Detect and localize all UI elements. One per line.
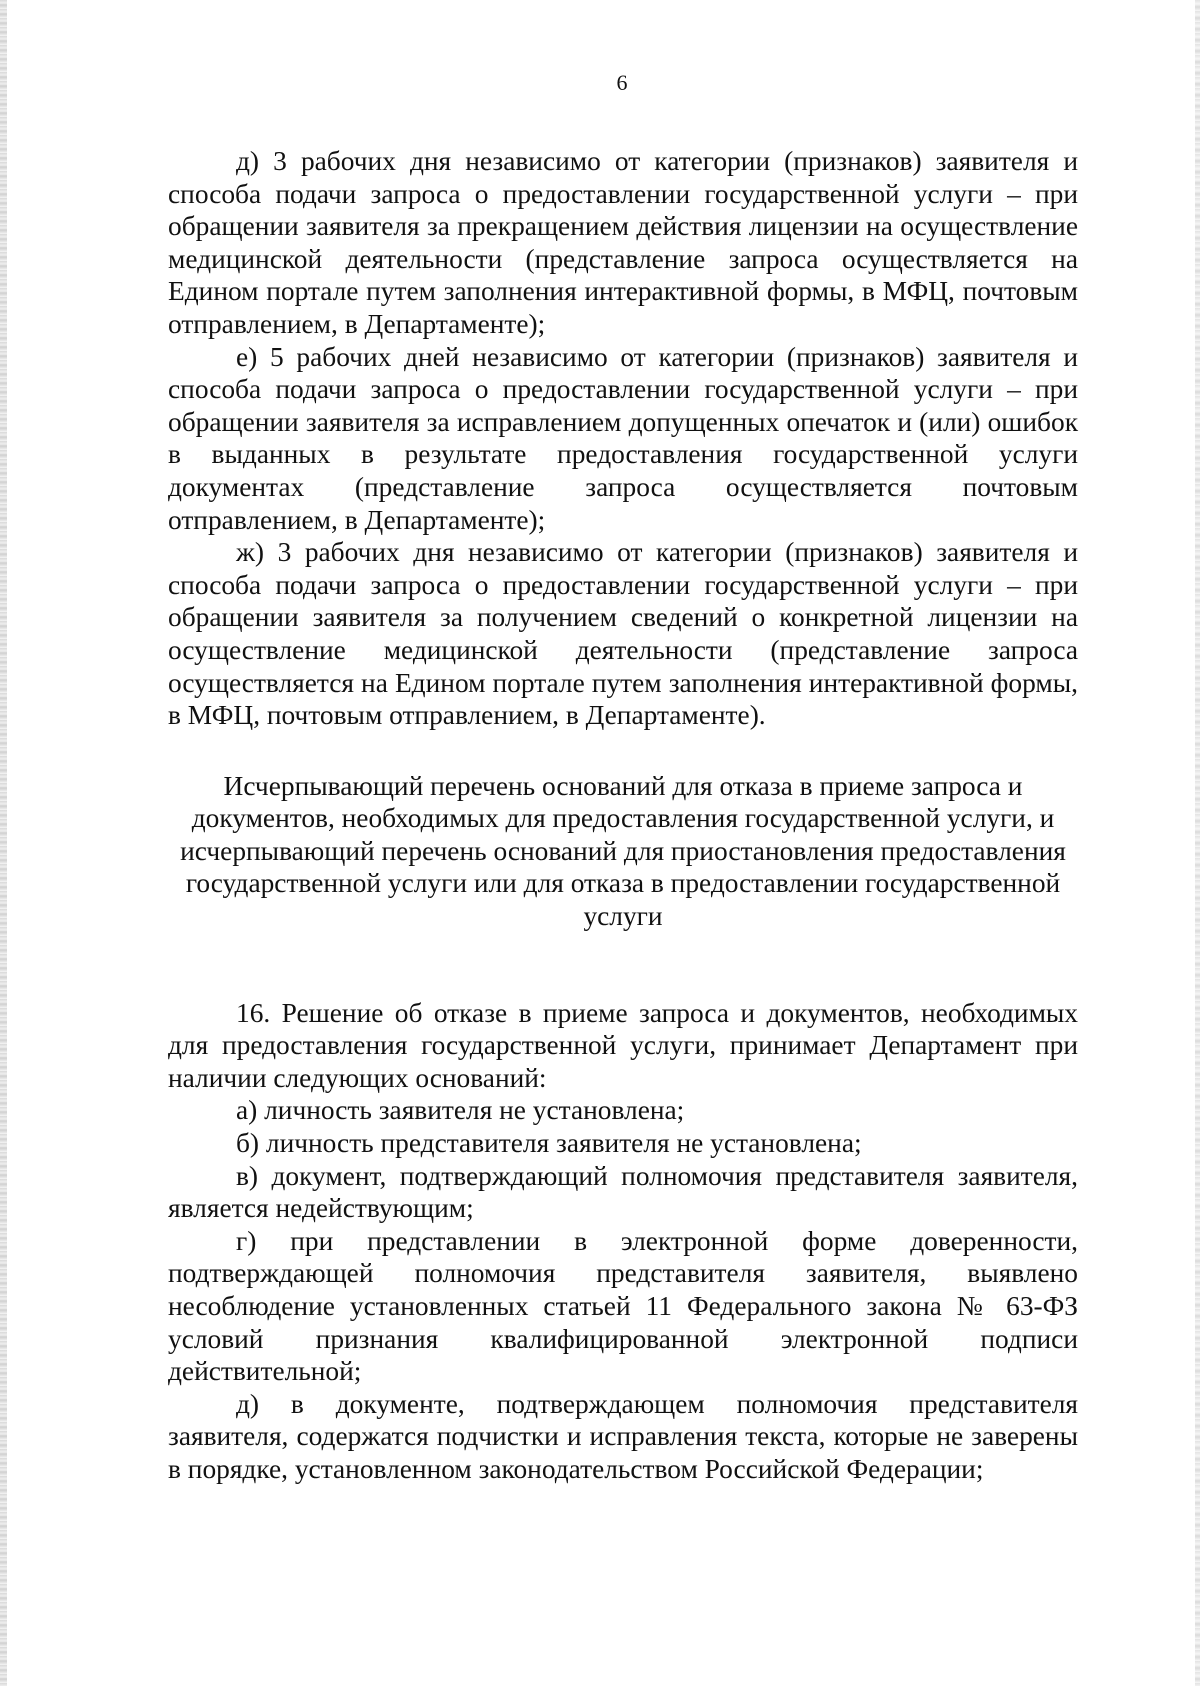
section-heading-line: услуги: [583, 901, 663, 932]
section-heading-line: Исчерпывающий перечень оснований для отказа в приеме запроса и: [223, 770, 1023, 801]
paragraph-zh: ж) 3 рабочих дня независимо от категории (признаков) заявителя и способа подачи запроса о предоставлении государственной услуги – при обращении заявителя за получением сведений о конкретной лицензии на осуществление медицинской деятельности (представление запроса осуществляется на Едином портале путем заполнения интерактивной формы, в МФЦ, почтовым отправлением, в Департаменте).: [168, 537, 1078, 731]
list-item-d: д) в документе, подтверждающем полномочия представителя заявителя, содержатся подчистки и исправления текста, которые не заверены в порядке, установленном законодательством Российской Федерации;: [168, 1388, 1078, 1484]
scan-edge-left: [0, 0, 7, 1686]
paragraph-16: 16. Решение об отказе в приеме запроса и документов, необходимых для предоставления государственной услуги, принимает Департамент при наличии следующих оснований:: [168, 997, 1078, 1093]
paragraph-d: д) 3 рабочих дня независимо от категории (признаков) заявителя и способа подачи запроса о предоставлении государственной услуги – при обращении заявителя за прекращением действия лицензии на осуществление медицинской деятельности (представление запроса осуществляется на Едином портале путем заполнения интерактивной формы, в МФЦ, почтовым отправлением, в Департаменте);: [168, 146, 1078, 339]
section-heading-line: документов, необходимых для предоставления государственной услуги, и: [191, 803, 1055, 834]
list-item-a: а) личность заявителя не установлена;: [236, 1095, 685, 1126]
paragraph-e: е) 5 рабочих дней независимо от категории (признаков) заявителя и способа подачи запроса о предоставлении государственной услуги – при обращении заявителя за исправлением допущенных опечаток и (или) ошибок в выданных в результате предоставления государственной услуги документах (представление запроса осуществляется почтовым отправлением, в Департаменте);: [168, 341, 1078, 535]
list-item-g: г) при представлении в электронной форме доверенности, подтверждающей полномочия представителя заявителя, выявлено несоблюдение установленных статьей 11 Федерального закона № 63-ФЗ условий признания квалифицированной электронной подписи действительной;: [168, 1225, 1078, 1387]
page-number: 6: [616, 70, 628, 95]
scan-edge-right: [1195, 0, 1200, 1686]
document-body: [168, 145, 1078, 1486]
section-heading-line: исчерпывающий перечень оснований для приостановления предоставления: [180, 835, 1066, 866]
list-item-b: б) личность представителя заявителя не установлена;: [236, 1128, 862, 1159]
section-heading: [168, 770, 1078, 933]
list-item-v: в) документ, подтверждающий полномочия представителя заявителя, является недействующим;: [168, 1160, 1078, 1224]
section-heading-line: государственной услуги или для отказа в предоставлении государственной: [185, 868, 1061, 899]
